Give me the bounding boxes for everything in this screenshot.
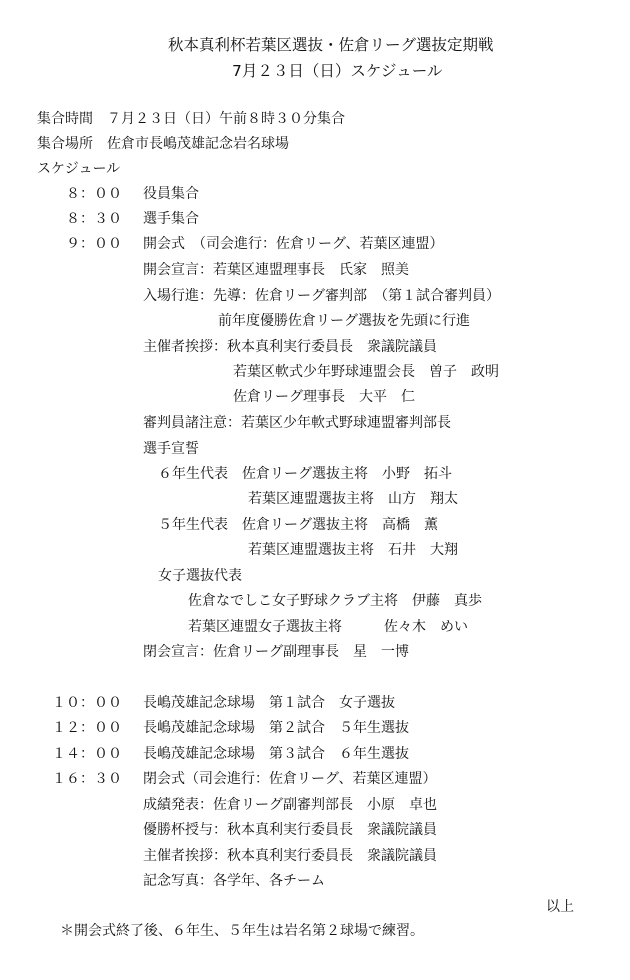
results-announcement: 成績発表：佐倉リーグ副審判部長 小原 卓也 xyxy=(143,797,437,813)
closing-ceremony: 閉会式（司会進行：佐倉リーグ、若葉区連盟） xyxy=(143,771,437,787)
meet-place: 集合場所 佐倉市長嶋茂雄記念岩名球場 xyxy=(37,136,289,152)
time-1000: １０：００ xyxy=(52,695,122,711)
end-mark: 以上 xyxy=(546,899,574,915)
umpire-notes: 審判員諸注意：若葉区少年軟式野球連盟審判部長 xyxy=(143,415,451,431)
oath-6th-grade-2: 若葉区連盟選抜主将 山方 翔太 xyxy=(248,491,458,507)
entrance-march-detail: 前年度優勝佐倉リーグ選抜を先頭に行進 xyxy=(218,313,470,329)
oath-girls-2: 佐倉なでしこ女子野球クラブ主将 伊藤 真歩 xyxy=(188,593,482,609)
item-officials-gather: 役員集合 xyxy=(143,186,199,202)
game-3: 長嶋茂雄記念球場 第３試合 ６年生選抜 xyxy=(143,746,409,762)
footnote: ＊開会式終了後、６年生、５年生は岩名第２球場で練習。 xyxy=(60,923,424,939)
opening-declaration: 開会宣言：若葉区連盟理事長 氏家 照美 xyxy=(143,262,409,278)
time-1400: １４：００ xyxy=(52,746,122,762)
trophy-presentation: 優勝杯授与：秋本真利実行委員長 衆議院議員 xyxy=(143,822,437,838)
time-0800: ８：００ xyxy=(66,186,122,202)
game-1: 長嶋茂雄記念球場 第１試合 女子選抜 xyxy=(143,695,395,711)
oath-girls-3: 若葉区連盟女子選抜主将 佐々木 めい xyxy=(188,619,468,635)
oath-5th-grade: ５年生代表 佐倉リーグ選抜主将 高橋 薫 xyxy=(158,517,438,533)
player-oath: 選手宣誓 xyxy=(143,441,199,457)
host-greeting-3: 佐倉リーグ理事長 大平 仁 xyxy=(233,389,415,405)
time-1200: １２：００ xyxy=(52,720,122,736)
host-greeting: 主催者挨拶：秋本真利実行委員長 衆議院議員 xyxy=(143,339,437,355)
closing-declaration: 閉会宣言：佐倉リーグ副理事長 星 一博 xyxy=(143,644,409,660)
commemorative-photo: 記念写真：各学年、各チーム xyxy=(143,873,325,889)
time-0900: ９：００ xyxy=(66,236,122,252)
host-greeting-closing: 主催者挨拶：秋本真利実行委員長 衆議院議員 xyxy=(143,848,437,864)
host-greeting-2: 若葉区軟式少年野球連盟会長 曽子 政明 xyxy=(233,364,499,380)
title-line-2: 7月２３日（日）スケジュール xyxy=(232,62,443,80)
oath-girls: 女子選抜代表 xyxy=(158,568,242,584)
oath-5th-grade-2: 若葉区連盟選抜主将 石井 大翔 xyxy=(248,542,458,558)
oath-6th-grade: ６年生代表 佐倉リーグ選抜主将 小野 拓斗 xyxy=(158,466,452,482)
time-1630: １６：３０ xyxy=(52,771,122,787)
time-0830: ８：３０ xyxy=(66,211,122,227)
game-2: 長嶋茂雄記念球場 第２試合 ５年生選抜 xyxy=(143,720,409,736)
entrance-march: 入場行進：先導：佐倉リーグ審判部 （第１試合審判員） xyxy=(143,288,500,304)
meet-time: 集合時間 ７月２３日（日）午前８時３０分集合 xyxy=(37,111,345,127)
item-players-gather: 選手集合 xyxy=(143,211,199,227)
title-line-1: 秋本真利杯若葉区選抜・佐倉リーグ選抜定期戦 xyxy=(168,36,494,54)
schedule-label: スケジュール xyxy=(37,161,121,177)
item-opening-ceremony: 開会式 （司会進行：佐倉リーグ、若葉区連盟） xyxy=(143,236,444,252)
